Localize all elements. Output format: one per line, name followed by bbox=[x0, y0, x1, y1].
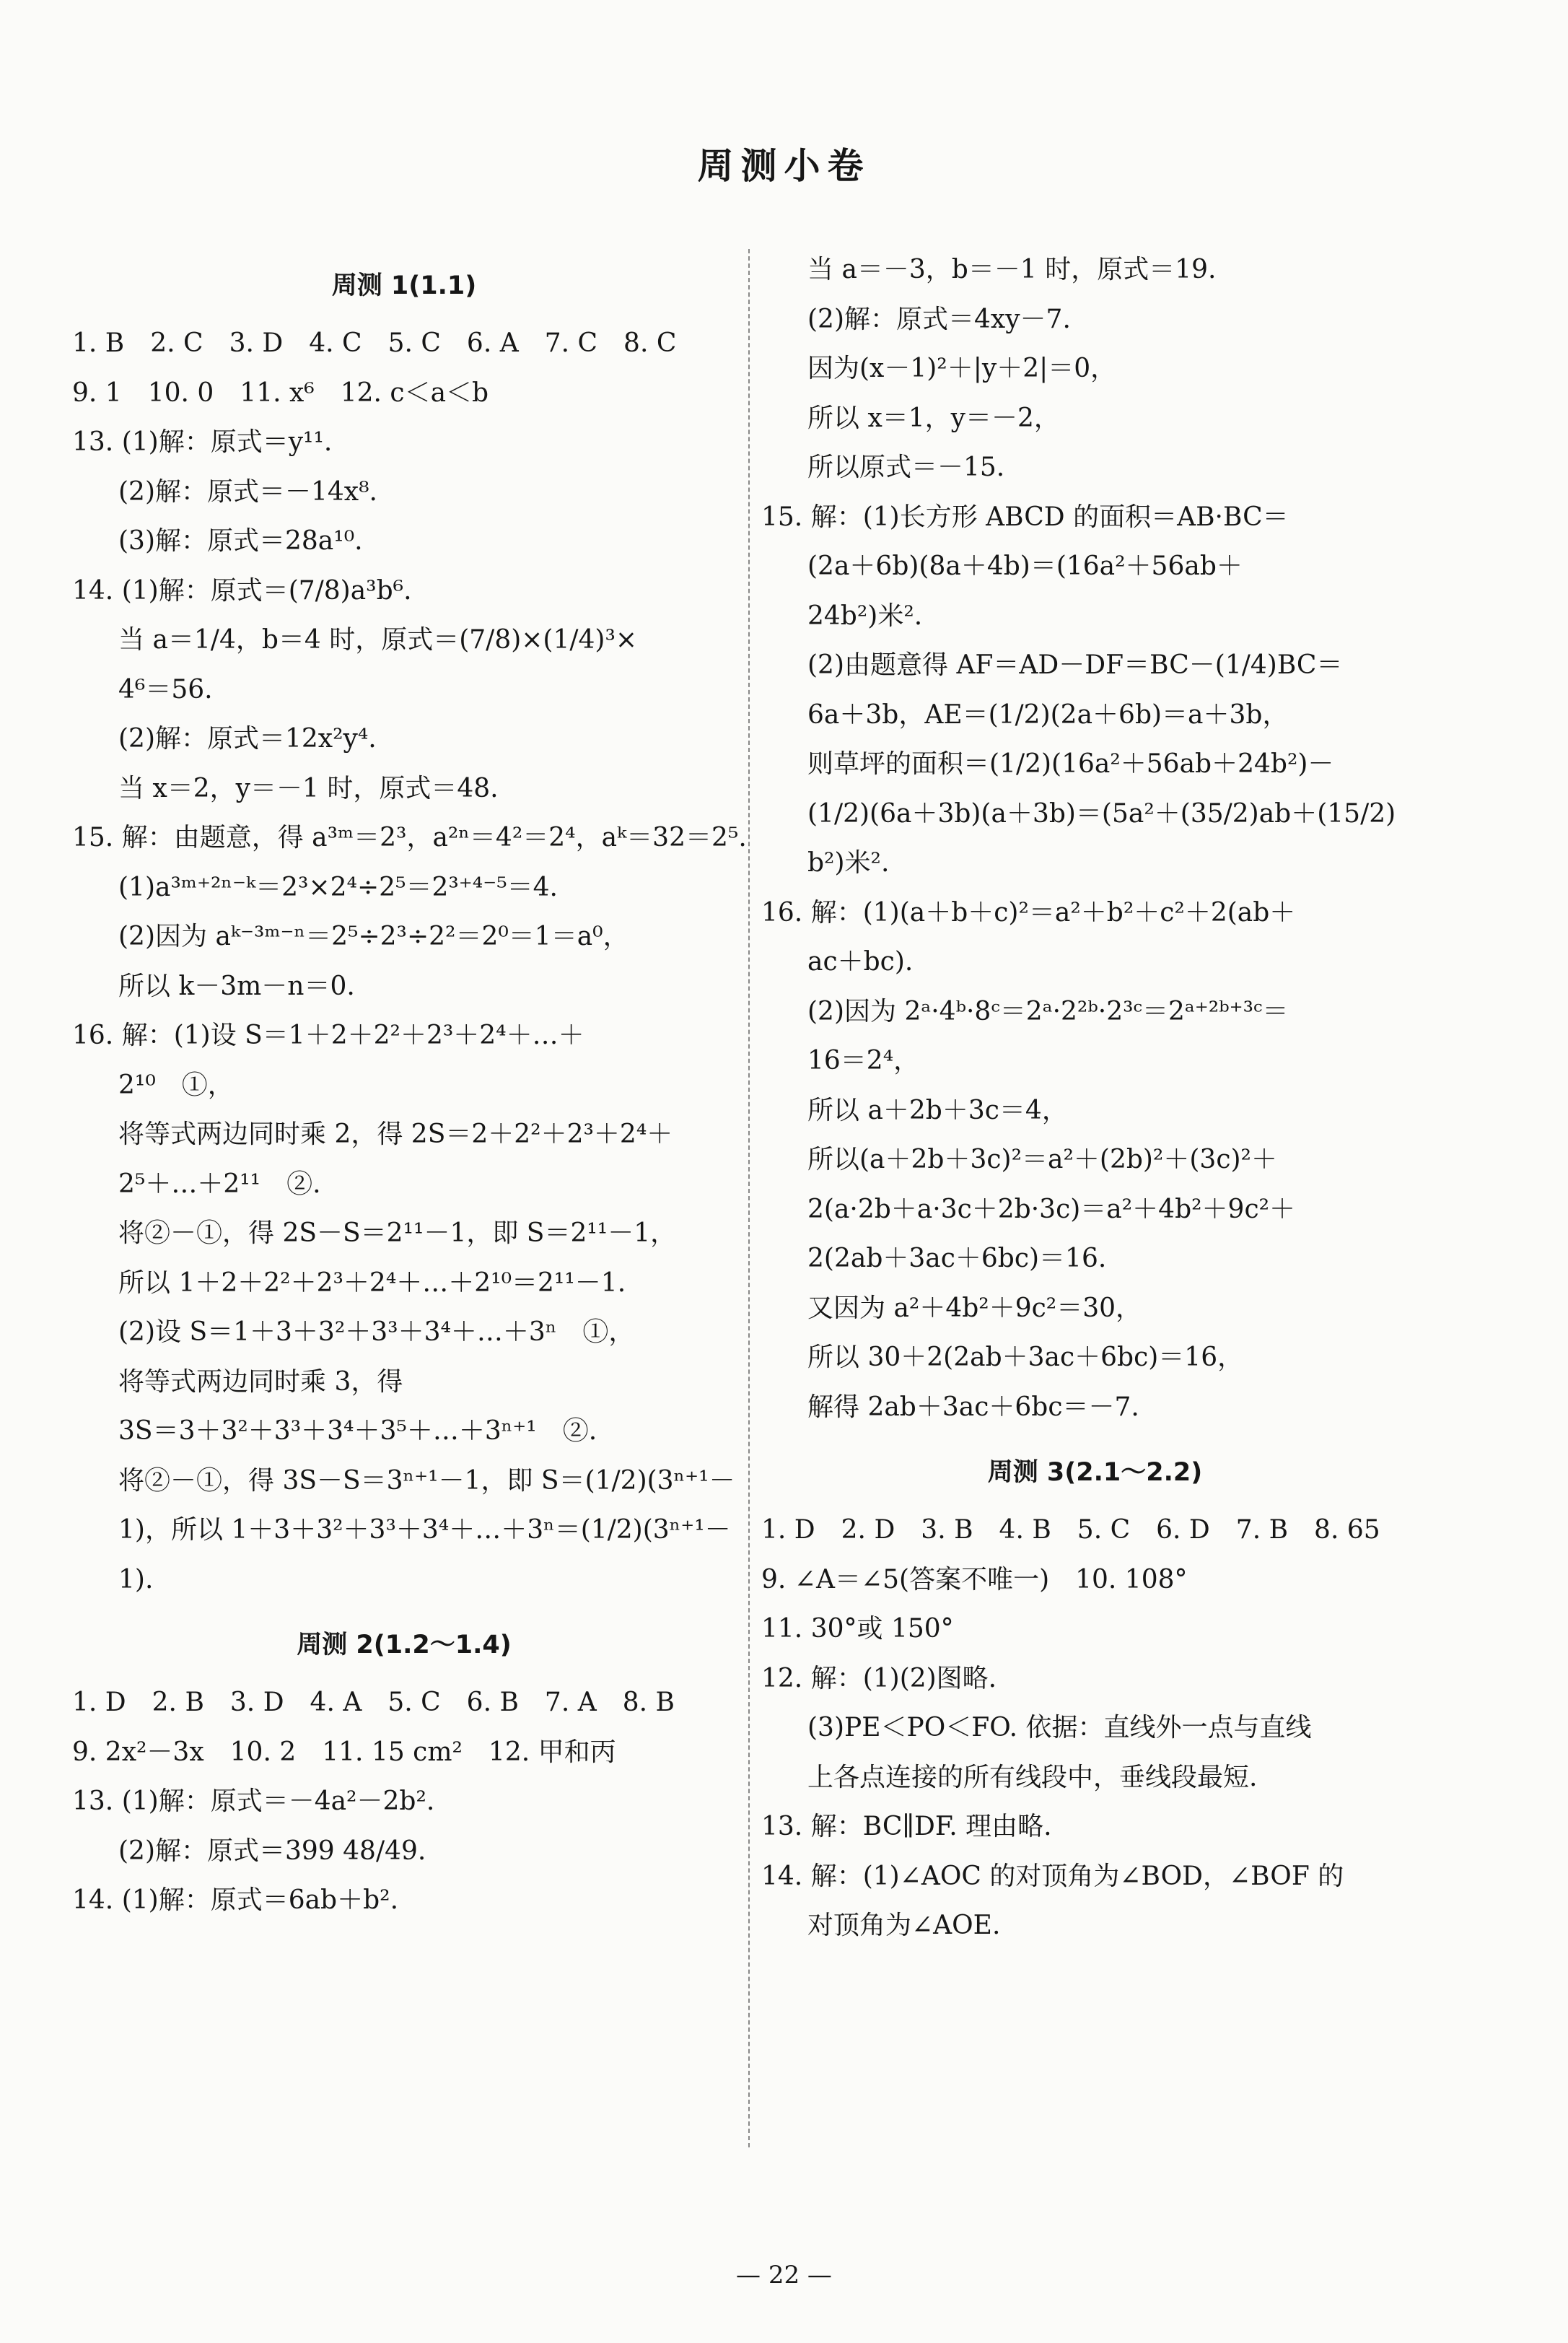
answer-line: ac＋bc). bbox=[807, 947, 914, 977]
answer-line: 所以 a＋2b＋3c＝4， bbox=[807, 1095, 1068, 1125]
answer-line: (2)解：原式＝399 48/49. bbox=[118, 1836, 426, 1866]
answer-line: 24b²)米². bbox=[807, 601, 923, 631]
section-heading: 周测 2(1.2～1.4) bbox=[297, 1631, 512, 1659]
section-heading: 周测 1(1.1) bbox=[331, 271, 477, 300]
answer-line: 因为(x－1)²＋|y＋2|＝0， bbox=[807, 354, 1117, 383]
column-divider bbox=[748, 249, 750, 2147]
answer-line: 上各点连接的所有线段中，垂线段最短. bbox=[807, 1762, 1258, 1792]
section-heading: 周测 3(2.1～2.2) bbox=[987, 1458, 1203, 1487]
answer-line: 所以 30＋2(2ab＋3ac＋6bc)＝16， bbox=[807, 1343, 1244, 1372]
answer-line: 13. (1)解：原式＝y¹¹. bbox=[72, 427, 333, 457]
answer-line: 13. 解：BC∥DF. 理由略. bbox=[761, 1812, 1052, 1841]
answer-line: (2)因为 2ᵃ·4ᵇ·8ᶜ＝2ᵃ·2²ᵇ·2³ᶜ＝2ᵃ⁺²ᵇ⁺³ᶜ＝ bbox=[807, 996, 1289, 1026]
answer-line: b²)米². bbox=[807, 848, 890, 878]
answer-line: (1/2)(6a＋3b)(a＋3b)＝(5a²＋(35/2)ab＋(15/2) bbox=[807, 798, 1396, 829]
answer-line: 将等式两边同时乘 3，得 bbox=[118, 1366, 403, 1397]
answer-line: 将②－①，得 3S－S＝3ⁿ⁺¹－1，即 S＝(1/2)(3ⁿ⁺¹－ bbox=[118, 1465, 735, 1496]
answer-line: (2)设 S＝1＋3＋3²＋3³＋3⁴＋…＋3ⁿ ①， bbox=[118, 1317, 635, 1347]
answer-line: 所以 x＝1，y＝－2， bbox=[807, 403, 1060, 433]
answer-line: 16. 解：(1)设 S＝1＋2＋2²＋2³＋2⁴＋…＋ bbox=[72, 1021, 584, 1050]
answer-line: 12. 解：(1)(2)图略. bbox=[761, 1663, 997, 1693]
answer-line: 9. 2x²－3x 10. 2 11. 15 cm² 12. 甲和丙 bbox=[72, 1737, 616, 1767]
answer-line: 所以 k－3m－n＝0. bbox=[118, 971, 355, 1001]
answer-line: (2)因为 aᵏ⁻³ᵐ⁻ⁿ＝2⁵÷2³÷2²＝2⁰＝1＝a⁰， bbox=[118, 922, 629, 951]
answer-line: 16＝2⁴， bbox=[807, 1046, 920, 1075]
answer-line: 1). bbox=[118, 1564, 154, 1594]
answer-line: 1. D 2. D 3. B 4. B 5. C 6. D 7. B 8. 65 bbox=[761, 1515, 1380, 1545]
answer-line: 3S＝3＋3²＋3³＋3⁴＋3⁵＋…＋3ⁿ⁺¹ ②. bbox=[118, 1416, 597, 1446]
answer-line: 14. (1)解：原式＝(7/8)a³b⁶. bbox=[72, 575, 412, 606]
answer-line: 4⁶＝56. bbox=[118, 674, 213, 704]
answer-line: (1)a³ᵐ⁺²ⁿ⁻ᵏ＝2³×2⁴÷2⁵＝2³⁺⁴⁻⁵＝4. bbox=[118, 872, 558, 902]
answer-line: 1. D 2. B 3. D 4. A 5. C 6. B 7. A 8. B bbox=[72, 1688, 675, 1717]
answer-line: 则草坪的面积＝(1/2)(16a²＋56ab＋24b²)－ bbox=[807, 749, 1334, 779]
answer-line: 2(a·2b＋a·3c＋2b·3c)＝a²＋4b²＋9c²＋ bbox=[807, 1194, 1296, 1224]
answer-line: 14. (1)解：原式＝6ab＋b². bbox=[72, 1885, 399, 1915]
answer-line: 对顶角为∠AOE. bbox=[807, 1911, 1001, 1940]
answer-line: 又因为 a²＋4b²＋9c²＝30， bbox=[807, 1293, 1142, 1323]
answer-line: (2)由题意得 AF＝AD－DF＝BC－(1/4)BC＝ bbox=[807, 650, 1343, 680]
answer-line: 所以原式＝－15. bbox=[807, 453, 1005, 482]
answer-line: 将等式两边同时乘 2，得 2S＝2＋2²＋2³＋2⁴＋ bbox=[118, 1120, 673, 1149]
answer-line: (3)PE＜PO＜FO. 依据：直线外一点与直线 bbox=[807, 1713, 1312, 1742]
answer-line: 15. 解：(1)长方形 ABCD 的面积＝AB·BC＝ bbox=[761, 502, 1289, 532]
answer-line: 9. ∠A＝∠5(答案不唯一) 10. 108° bbox=[761, 1564, 1188, 1594]
page-title: 周测小卷 bbox=[697, 145, 871, 187]
answer-line: 解得 2ab＋3ac＋6bc＝－7. bbox=[807, 1392, 1139, 1422]
answer-line: (3)解：原式＝28a¹⁰. bbox=[118, 526, 363, 556]
answer-line: (2)解：原式＝12x²y⁴. bbox=[118, 724, 377, 754]
answer-line: 所以 1＋2＋2²＋2³＋2⁴＋…＋2¹⁰＝2¹¹－1. bbox=[118, 1268, 626, 1298]
page-number: — 22 — bbox=[736, 2261, 832, 2290]
answer-line: 1)，所以 1＋3＋3²＋3³＋3⁴＋…＋3ⁿ＝(1/2)(3ⁿ⁺¹－ bbox=[118, 1515, 731, 1545]
answer-line: 1. B 2. C 3. D 4. C 5. C 6. A 7. C 8. C bbox=[72, 328, 677, 358]
answer-line: 所以(a＋2b＋3c)²＝a²＋(2b)²＋(3c)²＋ bbox=[807, 1145, 1277, 1174]
answer-line: 当 a＝1/4，b＝4 时，原式＝(7/8)×(1/4)³× bbox=[118, 625, 638, 655]
answer-line: 2¹⁰ ①， bbox=[118, 1070, 234, 1100]
answer-line: 2(2ab＋3ac＋6bc)＝16. bbox=[807, 1244, 1107, 1273]
answer-line: 当 x＝2，y＝－1 时，原式＝48. bbox=[118, 773, 499, 803]
answer-line: 11. 30°或 150° bbox=[761, 1614, 954, 1644]
answer-line: 13. (1)解：原式＝－4a²－2b². bbox=[72, 1786, 435, 1816]
answer-line: 将②－①，得 2S－S＝2¹¹－1，即 S＝2¹¹－1， bbox=[118, 1218, 677, 1248]
answer-line: 2⁵＋…＋2¹¹ ②. bbox=[118, 1169, 321, 1199]
answer-line: 6a＋3b，AE＝(1/2)(2a＋6b)＝a＋3b， bbox=[807, 699, 1289, 730]
answer-line: 9. 1 10. 0 11. x⁶ 12. c＜a＜b bbox=[72, 378, 489, 408]
answer-line: 当 a＝－3，b＝－1 时，原式＝19. bbox=[807, 255, 1217, 284]
answer-line: 16. 解：(1)(a＋b＋c)²＝a²＋b²＋c²＋2(ab＋ bbox=[761, 897, 1296, 928]
answer-line: 14. 解：(1)∠AOC 的对顶角为∠BOD，∠BOF 的 bbox=[761, 1861, 1344, 1891]
answer-line: (2)解：原式＝－14x⁸. bbox=[118, 476, 377, 507]
answer-line: (2a＋6b)(8a＋4b)＝(16a²＋56ab＋ bbox=[807, 551, 1243, 581]
answer-line: (2)解：原式＝4xy－7. bbox=[807, 304, 1071, 334]
answer-line: 15. 解：由题意，得 a³ᵐ＝2³，a²ⁿ＝4²＝2⁴，aᵏ＝32＝2⁵. bbox=[72, 823, 747, 852]
